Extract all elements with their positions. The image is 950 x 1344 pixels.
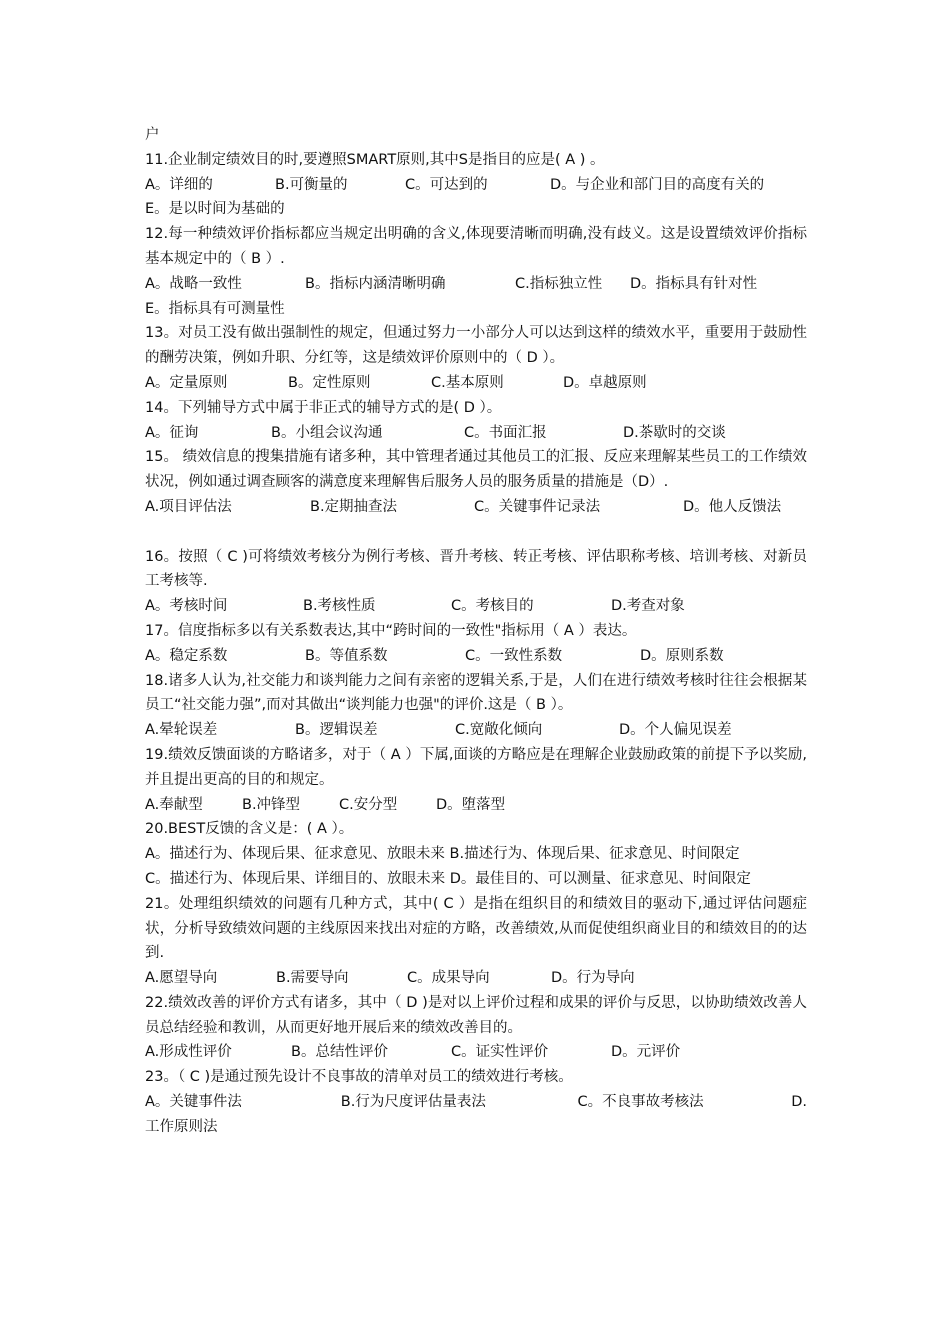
option-d-continuation: 工作原则法: [145, 1118, 218, 1135]
option-a: A。战略一致性: [145, 275, 242, 292]
option-a: A。稳定系数: [145, 647, 228, 664]
question-22-options: [145, 1040, 807, 1065]
option-d: D.考查对象: [611, 598, 685, 615]
option-d: D。原则系数: [640, 647, 724, 664]
option-a: A.形成性评价: [145, 1044, 232, 1061]
option-a: A.晕轮误差: [145, 722, 218, 739]
option-b: B.定期抽查法: [310, 498, 398, 515]
option-c: C。书面汇报: [464, 424, 547, 441]
question-14-options: [145, 421, 807, 446]
question-12: 12.每一种绩效评价指标都应当规定出明确的含义,体现要清晰而明确,没有歧义。这是设置绩效评价指标基本规定中的（ B ）.: [145, 226, 807, 267]
question-17: 17。信度指标多以有关系数表达,其中“跨时间的一致性"指标用（ A ）表达。: [145, 622, 637, 639]
option-d: D.茶歇时的交谈: [623, 424, 726, 441]
question-23: 23。（ C )是通过预先设计不良事故的清单对员工的绩效进行考核。: [145, 1069, 573, 1086]
blank-line: [145, 520, 807, 545]
option-b: B.冲锋型: [242, 796, 301, 813]
question-23-options: [145, 1090, 807, 1115]
option-b: B.需要导向: [276, 970, 349, 987]
option-b: B。指标内涵清晰明确: [305, 275, 446, 292]
option-b: B.考核性质: [303, 598, 376, 615]
option-c: C.基本原则: [431, 374, 504, 391]
question-20-options-cd: C。描述行为、体现后果、详细目的、放眼未来 D。最佳目的、可以测量、征求意见、时间限定: [145, 870, 751, 887]
option-d: D。指标具有针对性: [630, 275, 758, 292]
option-b: B.可衡量的: [275, 176, 348, 193]
option-e: E。指标具有可测量性: [145, 300, 285, 317]
option-d: D。个人偏见误差: [619, 722, 732, 739]
option-d: D。他人反馈法: [683, 498, 782, 515]
question-20-options-ab: A。描述行为、体现后果、征求意见、放眼未来 B.描述行为、体现后果、征求意见、时间限定: [145, 846, 740, 863]
option-c: C。可达到的: [405, 176, 488, 193]
question-16-options: [145, 594, 807, 619]
option-a: A。考核时间: [145, 598, 228, 615]
question-15-options: [145, 495, 807, 520]
option-c: C。不良事故考核法: [577, 1094, 704, 1111]
option-b: B。小组会议沟通: [271, 424, 383, 441]
option-d: D.: [791, 1094, 807, 1111]
option-a: A.愿望导向: [145, 970, 218, 987]
question-22: 22.绩效改善的评价方式有诸多，其中（ D )是对以上评价过程和成果的评价与反思，以协助绩效改善人员总结经验和教训，从而更好地开展后来的绩效改善目的。: [145, 994, 807, 1036]
option-c: C.安分型: [339, 796, 398, 813]
question-11-options: [145, 173, 807, 198]
option-c: C。证实性评价: [451, 1044, 549, 1061]
option-e: E。是以时间为基础的: [145, 201, 285, 218]
continuation-text: 户: [145, 127, 160, 143]
question-14: 14。下列辅导方式中属于非正式的辅导方式的是( D ）。: [145, 399, 502, 416]
option-c: C。成果导向: [407, 970, 490, 987]
question-21-options: [145, 966, 807, 991]
option-c: C。关键事件记录法: [474, 498, 601, 515]
option-c: C。考核目的: [451, 598, 534, 615]
question-20: 20.BEST反馈的含义是：( A ）。: [145, 821, 354, 838]
question-21: 21。处理组织绩效的问题有几种方式，其中( C ）是指在组织目的和绩效目的驱动下,通过评估问题症状，分析导致绩效问题的主线原因来找出对症的方略，改善绩效,从而促使组织商业目的和绩效目的的达到.: [145, 895, 807, 962]
question-19: 19.绩效反馈面谈的方略诸多，对于（ A ）下属,面谈的方略应是在理解企业鼓励政策的前提下予以奖励,并且提出更高的目的和规定。: [145, 746, 807, 788]
option-b: B。逻辑误差: [295, 722, 378, 739]
question-12-options: [145, 272, 807, 297]
option-c: C。一致性系数: [465, 647, 563, 664]
option-a: A。关键事件法: [145, 1094, 242, 1111]
question-17-options: [145, 644, 807, 669]
option-a: A.项目评估法: [145, 498, 232, 515]
option-a: A。详细的: [145, 176, 213, 193]
option-b: B.行为尺度评估量表法: [340, 1094, 486, 1111]
question-19-options: [145, 793, 807, 818]
option-c: C.宽敞化倾向: [455, 722, 543, 739]
option-d: D。元评价: [611, 1044, 681, 1061]
option-d: D。与企业和部门目的高度有关的: [550, 176, 765, 193]
option-b: B。定性原则: [288, 374, 371, 391]
option-d: D。堕落型: [436, 796, 506, 813]
question-16: 16。按照（ C )可将绩效考核分为例行考核、晋升考核、转正考核、评估职称考核、培训考核、对新员工考核等.: [145, 548, 807, 590]
question-18-options: [145, 718, 807, 743]
option-c: C.指标独立性: [515, 275, 603, 292]
question-13-options: [145, 371, 807, 396]
question-15: 15。 绩效信息的搜集措施有诸多种，其中管理者通过其他员工的汇报、反应来理解某些员工的工作绩效状况，例如通过调查顾客的满意度来理解售后服务人员的服务质量的措施是（D）.: [145, 449, 807, 491]
option-d: D。卓越原则: [563, 374, 647, 391]
option-d: D。行为导向: [551, 970, 635, 987]
option-a: A。定量原则: [145, 374, 228, 391]
option-a: A。征询: [145, 424, 199, 441]
question-13: 13。对员工没有做出强制性的规定，但通过努力一小部分人可以达到这样的绩效水平，重要用于鼓励性的酬劳决策，例如升职、分红等，这是绩效评价原则中的（ D ）。: [145, 325, 807, 367]
question-11: 11.企业制定绩效目的时,要遵照SMART原则,其中S是指目的应是( A ) 。: [145, 151, 605, 168]
option-b: B。等值系数: [305, 647, 388, 664]
option-b: B。总结性评价: [291, 1044, 388, 1061]
option-a: A.奉献型: [145, 796, 203, 813]
question-18: 18.诸多人认为,社交能力和谈判能力之间有亲密的逻辑关系,于是，人们在进行绩效考核时往往会根据某员工“社交能力强”,而对其做出“谈判能力也强"的评价.这是（ B ）。: [145, 672, 807, 714]
document-page: [145, 123, 807, 1140]
